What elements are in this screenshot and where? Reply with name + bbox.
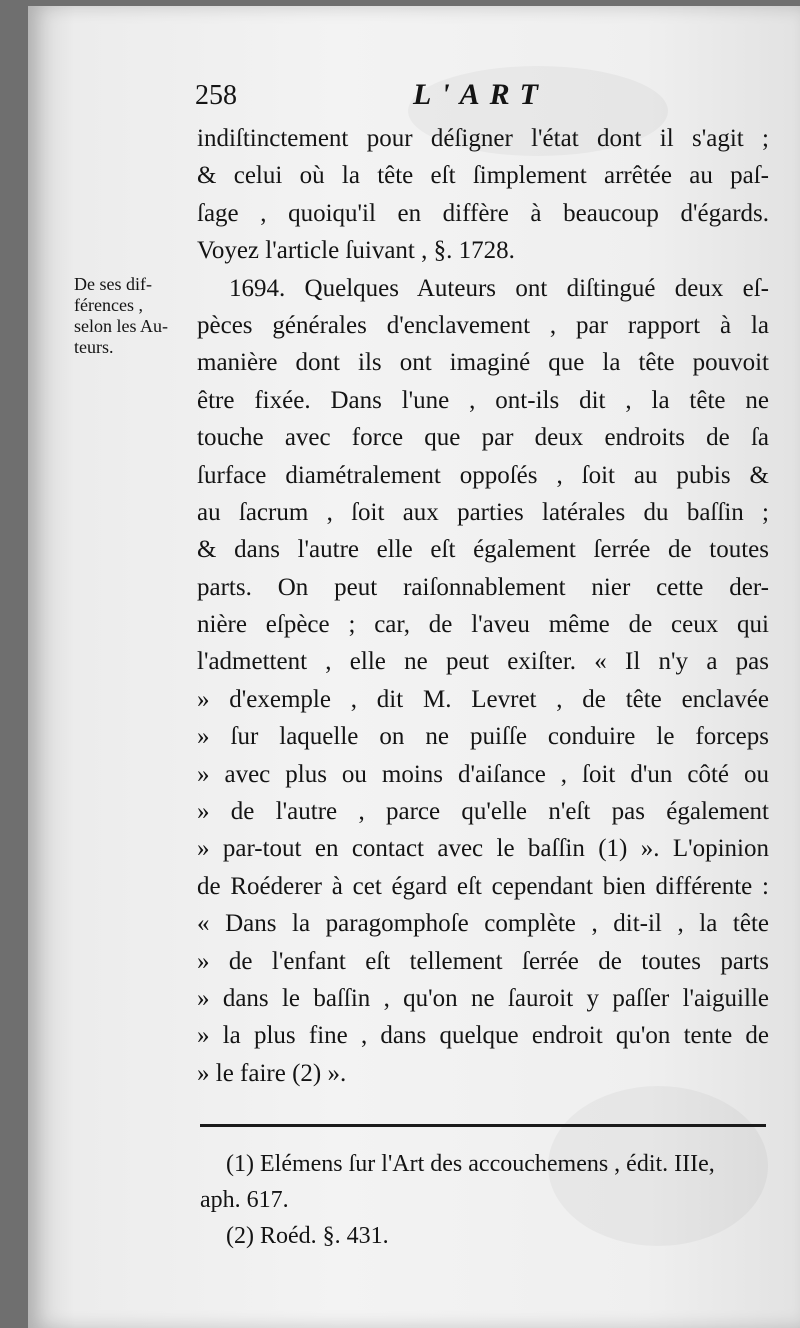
text-line: nière eſpèce ; car, de l'aveu même de ceux qui [197, 611, 769, 639]
margin-note-line: selon les Au- [74, 316, 168, 336]
margin-note [74, 274, 194, 358]
text-line: » ſur laquelle on ne puiſſe conduire le forceps [197, 723, 769, 751]
paragraph-start-line: 1694. Quelques Auteurs ont diſtingué deux eſ- [229, 274, 769, 302]
text-line: parts. On peut raiſonnablement nier cette der- [197, 573, 769, 601]
body-text [197, 120, 769, 1092]
footnote-rule [200, 1124, 766, 1127]
text-line: indiſtinctement pour déſigner l'état dont il s'agit ; [197, 125, 769, 152]
text-line: ſage , quoiqu'il en diffère à beaucoup d'égards. [197, 199, 769, 227]
text-line: » avec plus ou moins d'aiſance , ſoit d'un côté ou [197, 760, 769, 788]
text-line: être fixée. Dans l'une , ont-ils dit , la tête ne [197, 386, 769, 414]
text-line: » dans le baſſin , qu'on ne ſauroit y paſſer l'aiguille [197, 984, 769, 1012]
text-line: » la plus fine , dans quelque endroit qu'on tente de [197, 1022, 769, 1050]
text-line: touche avec force que par deux endroits de ſa [197, 424, 769, 452]
text-line: pèces générales d'enclavement , par rapport à la [197, 311, 769, 339]
text-line: » le faire (2) ». [197, 1059, 347, 1087]
text-line: Voyez l'article ſuivant , §. 1728. [197, 237, 515, 265]
text-line: au ſacrum , ſoit aux parties latérales du baſſin ; [197, 498, 769, 526]
margin-note-line: férences , [74, 295, 143, 315]
margin-note-line: De ses dif- [74, 274, 152, 294]
page-number: 258 [195, 80, 237, 111]
text-line: & celui où la tête eſt ſimplement arrêtée au paſ- [197, 162, 769, 190]
margin-note-line: teurs. [74, 337, 114, 357]
text-line: » de l'autre , parce qu'elle n'eſt pas également [197, 798, 769, 826]
footnote-line: (2) Roéd. §. 431. [226, 1223, 389, 1249]
text-line: » par-tout en contact avec le baſſin (1) ». L'opinion [197, 835, 769, 863]
text-line: & dans l'autre elle eſt également ſerrée de toutes [197, 536, 769, 564]
running-head: L'ART [413, 78, 549, 111]
text-line: « Dans la paragomphoſe complète , dit-il , la tête [197, 910, 769, 938]
text-line: » de l'enfant eſt tellement ſerrée de toutes parts [197, 947, 769, 975]
footnote-line: (1) Elémens ſur l'Art des accouchemens , édit. IIIe, [226, 1151, 715, 1177]
page-header [195, 74, 555, 114]
text-line: » d'exemple , dit M. Levret , de tête enclavée [197, 685, 769, 713]
footnote-line: aph. 617. [200, 1187, 289, 1213]
text-line: ſurface diamétralement oppoſés , ſoit au pubis & [197, 461, 769, 489]
text-line: de Roéderer à cet égard eſt cependant bien différente : [197, 872, 769, 900]
text-line: manière dont ils ont imaginé que la tête pouvoit [197, 349, 769, 377]
text-line: l'admettent , elle ne peut exiſter. « Il n'y a pas [197, 648, 769, 676]
footnotes [200, 1146, 768, 1254]
